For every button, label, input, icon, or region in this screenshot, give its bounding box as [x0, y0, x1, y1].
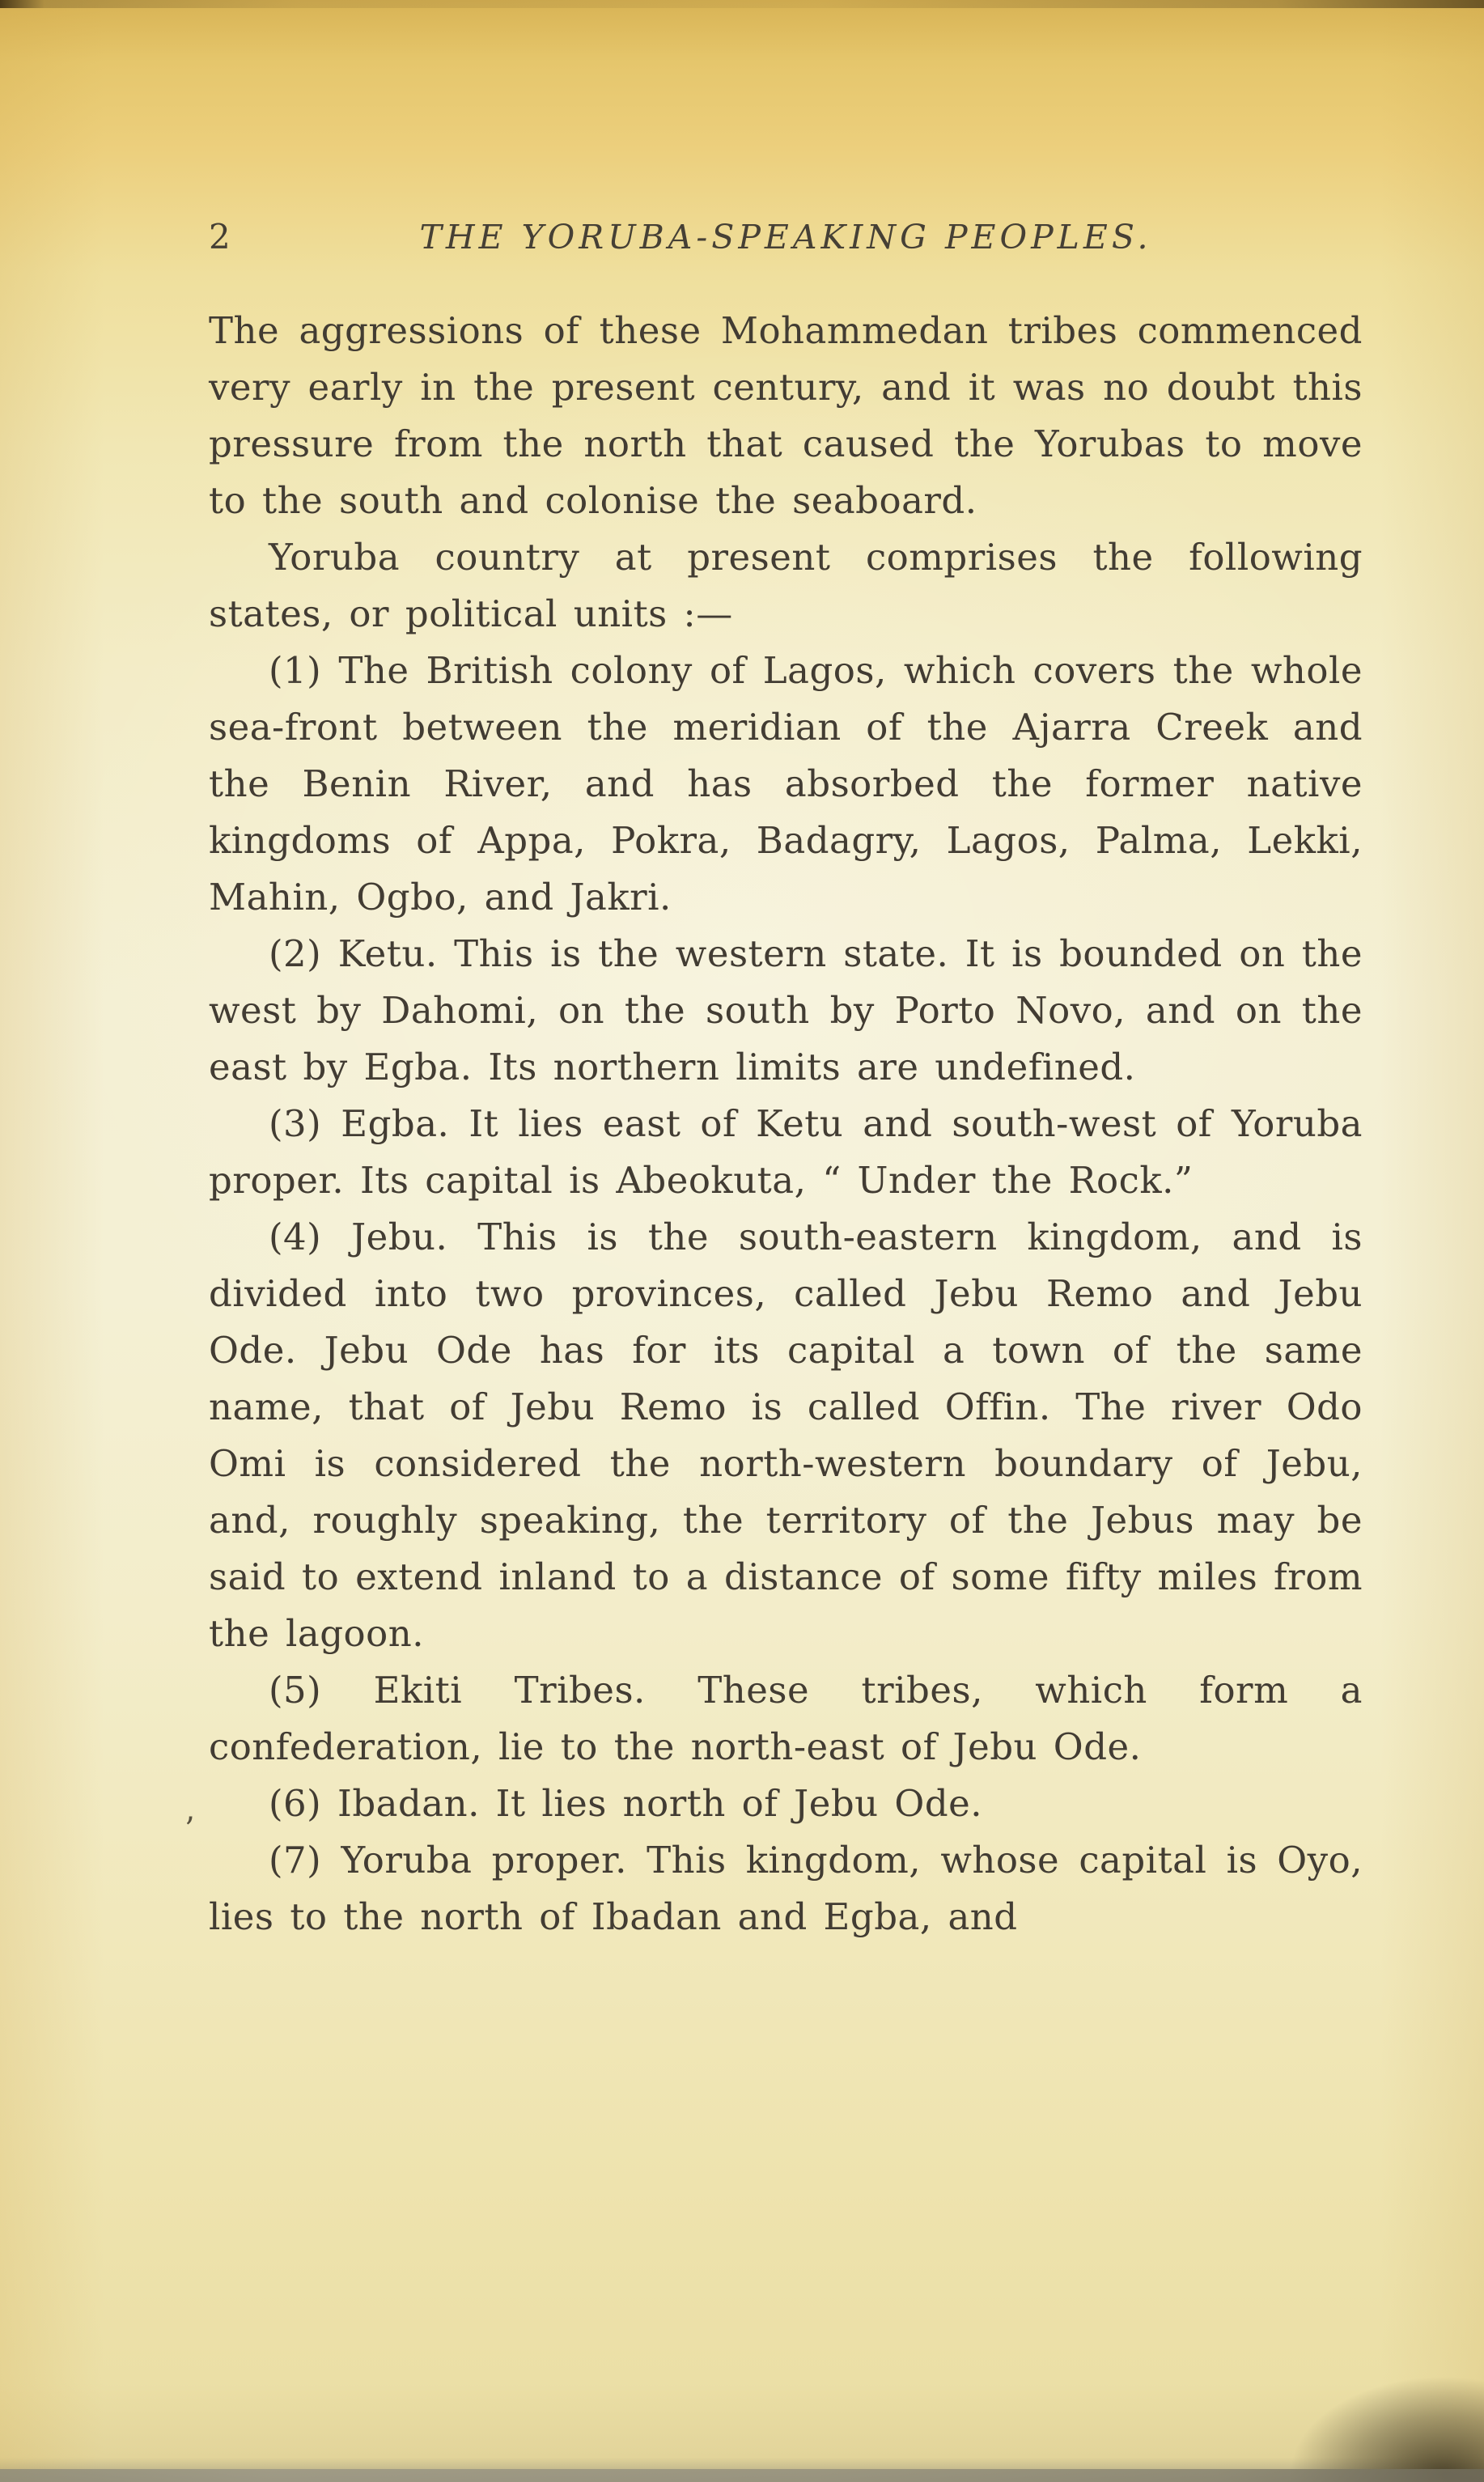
- paragraph: (7) Yoruba proper. This kingdom, whose capital is Oyo, lies to the north of Ibadan and Egba, and: [209, 1839, 1363, 1938]
- paragraph: (2) Ketu. This is the western state. It is bounded on the west by Dahomi, on the south by Porto Novo, and on the east by Egba. Its northern limits are undefined.: [209, 932, 1363, 1088]
- paragraph: (5) Ekiti Tribes. These tribes, which form a confederation, lie to the north-east of Jebu Ode.: [209, 1669, 1363, 1768]
- paragraph: The aggressions of these Mohammedan tribes commenced very early in the present century, and it was no doubt this pressure from the north that caused the Yorubas to move to the south and colonise the seaboard.: [209, 309, 1363, 522]
- text-block: [209, 303, 1363, 1945]
- stray-mark: ’: [184, 1811, 195, 1848]
- paragraph: (3) Egba. It lies east of Ketu and south-west of Yoruba proper. Its capital is Abeokuta, “ Under the Rock.”: [209, 1102, 1363, 1202]
- paragraph: Yoruba country at present comprises the following states, or political units :—: [209, 536, 1363, 635]
- running-header-title: THE YORUBA-SPEAKING PEOPLES.: [419, 218, 1152, 257]
- paragraph: (4) Jebu. This is the south-eastern kingdom, and is divided into two provinces, called Jebu Remo and Jebu Ode. Jebu Ode has for its capital a town of the same name, that of Jebu Remo is called Offin. The river Odo Omi is considered the north-western boundary of Jebu, and, roughly speaking, the territory of the Jebus may be said to extend inland to a distance of some fifty miles from the lagoon.: [209, 1216, 1363, 1655]
- bottom-right-smudge: [1144, 2296, 1484, 2482]
- page-top-edge-shadow: [0, 0, 1484, 8]
- paragraph: (1) The British colony of Lagos, which covers the whole sea-front between the meridian of the Ajarra Creek and the Benin River, and has absorbed the former native kingdoms of Appa, Pokra, Badagry, Lagos, Palma, Lekki, Mahin, Ogbo, and Jakri.: [209, 649, 1363, 919]
- running-header: [209, 209, 1363, 265]
- page-number: 2: [209, 217, 231, 257]
- paragraph: (6) Ibadan. It lies north of Jebu Ode.: [269, 1782, 983, 1825]
- page-bottom-edge: [0, 2469, 1484, 2482]
